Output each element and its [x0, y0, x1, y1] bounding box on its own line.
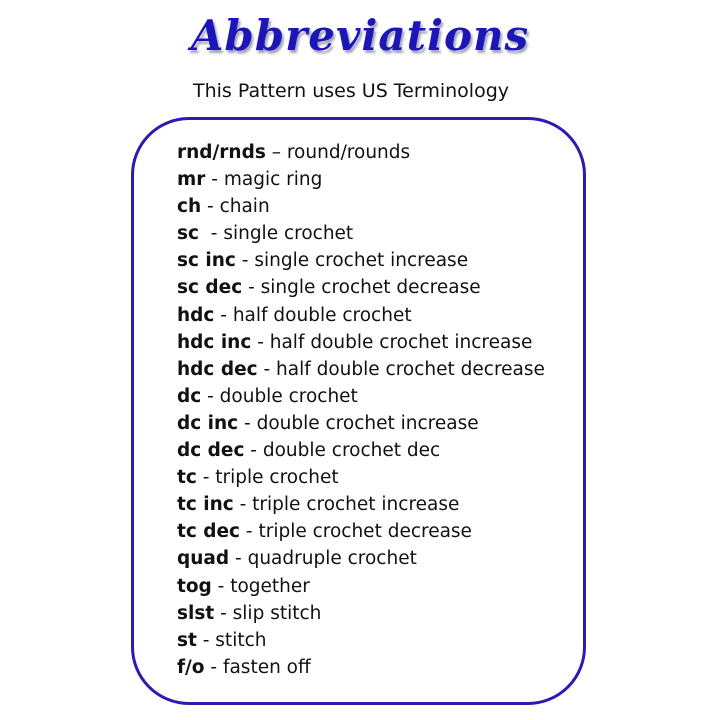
abbreviation-term: st [177, 629, 197, 651]
abbreviation-meaning: together [230, 575, 310, 597]
abbreviation-row [177, 193, 545, 220]
abbreviation-separator: - [229, 548, 248, 570]
abbreviation-term: tc inc [177, 494, 234, 516]
abbreviation-row [177, 627, 545, 654]
abbreviation-row [177, 654, 545, 681]
abbreviation-term: f/o [177, 656, 205, 678]
abbreviation-separator: - [233, 494, 253, 516]
abbreviation-meaning: fasten off [222, 656, 311, 678]
abbreviation-term: tc dec [177, 521, 241, 543]
abbreviation-row [177, 329, 545, 356]
abbreviation-row [177, 139, 545, 166]
abbreviation-meaning: double crochet dec [262, 440, 441, 462]
abbreviation-separator: - [196, 629, 216, 651]
abbreviation-separator: - [205, 169, 224, 191]
abbreviation-separator: - [214, 304, 233, 326]
abbreviation-row [177, 545, 545, 572]
abbreviation-separator: - [201, 385, 220, 407]
abbreviation-row [177, 166, 545, 193]
abbreviation-row [177, 600, 545, 627]
abbreviation-row [177, 437, 545, 464]
abbreviation-term: mr [177, 169, 206, 191]
abbreviation-separator: - [204, 656, 223, 678]
abbreviation-meaning: magic ring [223, 169, 323, 191]
abbreviation-row [177, 247, 545, 274]
abbreviation-term: hdc dec [177, 358, 258, 380]
abbreviation-separator: - [211, 575, 231, 597]
abbreviation-meaning: half double crochet increase [269, 331, 533, 353]
abbreviation-separator: - [196, 467, 216, 489]
abbreviation-separator: - [242, 277, 261, 299]
abbreviation-meaning: slip stitch [232, 602, 322, 624]
abbreviation-term: dc inc [177, 412, 239, 434]
page-title: Abbreviations [190, 11, 530, 60]
abbreviation-term: hdc inc [177, 331, 252, 353]
abbreviation-meaning: single crochet decrease [260, 277, 481, 299]
abbreviation-separator: - [235, 250, 255, 272]
abbreviation-meaning: double crochet [219, 385, 358, 407]
abbreviation-separator: - [214, 602, 233, 624]
abbreviation-row [177, 356, 545, 383]
abbreviation-meaning: stitch [215, 629, 267, 651]
abbreviation-row [177, 302, 545, 329]
abbreviation-row [177, 464, 545, 491]
abbreviation-row [177, 220, 545, 247]
abbreviation-row [177, 491, 545, 518]
abbreviation-term: slst [177, 602, 215, 624]
abbreviation-term: sc dec [177, 277, 243, 299]
abbreviation-meaning: half double crochet [232, 304, 412, 326]
abbreviation-separator: – [265, 142, 287, 163]
abbreviation-term: sc inc [177, 250, 236, 272]
abbreviation-meaning: single crochet increase [254, 250, 469, 272]
abbreviation-separator: - [257, 358, 277, 380]
abbreviation-row [177, 410, 545, 437]
abbreviation-term: sc [177, 223, 199, 245]
abbreviation-separator: - [201, 196, 220, 218]
abbreviation-term: quad [177, 548, 230, 570]
abbreviation-row [177, 518, 545, 545]
abbreviation-term: rnd/rnds [177, 142, 266, 163]
abbreviation-meaning: single crochet [223, 223, 354, 245]
abbreviation-row [177, 274, 545, 301]
abbreviation-term: tog [177, 575, 212, 597]
abbreviation-meaning: round/rounds [286, 142, 411, 163]
abbreviation-separator: - [251, 331, 270, 353]
abbreviation-term: hdc [177, 304, 215, 326]
abbreviation-meaning: chain [219, 196, 270, 218]
abbreviation-meaning: double crochet increase [256, 412, 479, 434]
abbreviation-term: ch [177, 196, 202, 218]
abbreviation-term: tc [177, 467, 197, 489]
abbreviation-meaning: triple crochet increase [252, 494, 460, 516]
abbreviation-meaning: triple crochet decrease [258, 521, 472, 543]
abbreviation-separator: - [238, 412, 257, 434]
abbreviation-row [177, 383, 545, 410]
abbreviation-meaning: half double crochet decrease [276, 358, 545, 380]
abbreviation-separator: - [198, 223, 224, 245]
terminology-note: This Pattern uses US Terminology [192, 80, 510, 102]
abbreviation-row [177, 573, 545, 600]
abbreviation-term: dc dec [177, 440, 245, 462]
abbreviation-separator: - [240, 521, 259, 543]
abbreviation-term: dc [177, 385, 202, 407]
abbreviation-meaning: quadruple crochet [247, 548, 417, 570]
abbreviations-list [177, 139, 545, 681]
abbreviation-separator: - [244, 440, 263, 462]
abbreviation-meaning: triple crochet [215, 467, 339, 489]
